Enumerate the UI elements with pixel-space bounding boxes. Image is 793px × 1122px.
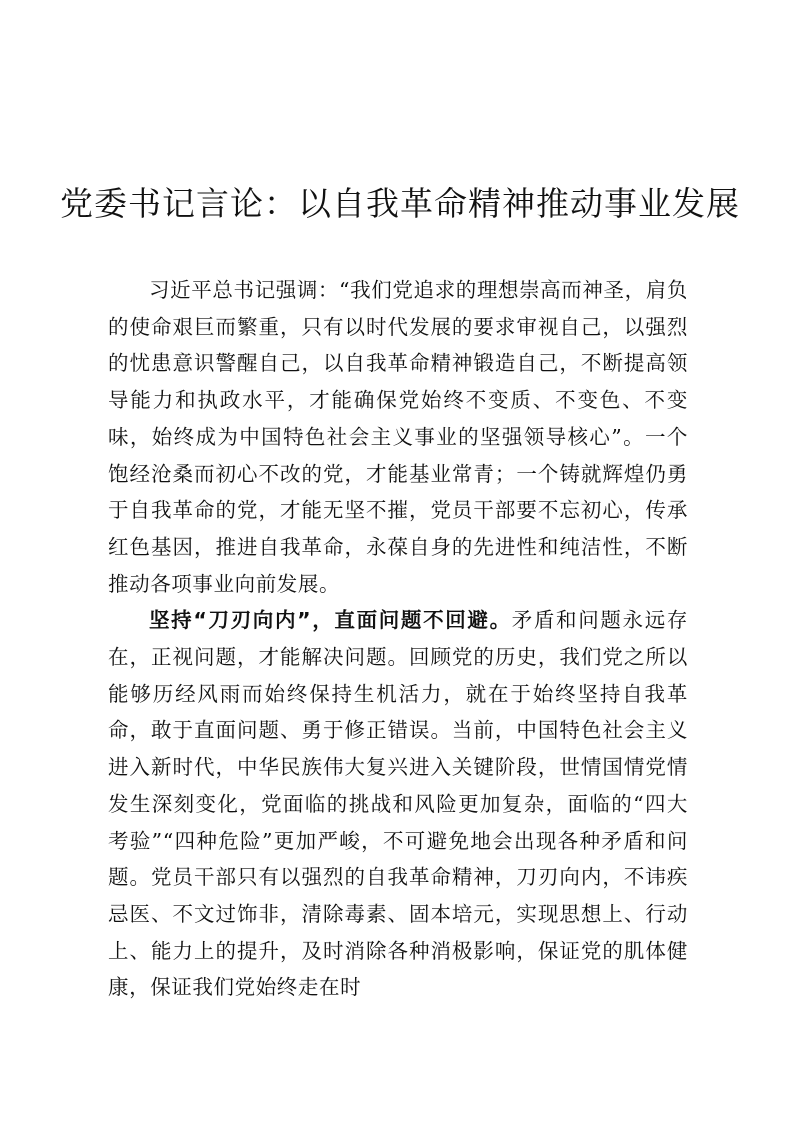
paragraph-intro: [108, 272, 688, 602]
document-body: [108, 272, 688, 1006]
section-1-text: 矛盾和问题永远存在，正视问题，才能解决问题。回顾党的历史，我们党之所以能够历经风雨而始终保持生机活力，就在于始终坚持自我革命，敢于直面问题、勇于修正错误。当前，中国特色社会主义进入新时代，中华民族伟大复兴进入关键阶段，世情国情党情发生深刻变化，党面临的挑战和风险更加复杂，面临的“四大考验”“四种危险”更加严峻，不可避免地会出现各种矛盾和问题。党员干部只有以强烈的自我革命精神，刀刃向内，不讳疾忌医、不文过饰非，清除毒素、固本培元，实现思想上、行动上、能力上的提升，及时消除各种消极影响，保证党的肌体健康，保证我们党始终走在时: [108, 608, 688, 1000]
paragraph-section-1: [108, 602, 688, 1006]
paragraph-intro-text: 习近平总书记强调：“我们党追求的理想崇高而神圣，肩负的使命艰巨而繁重，只有以时代发展的要求审视自己，以强烈的忧患意识警醒自己，以自我革命精神锻造自己，不断提高领导能力和执政水平，才能确保党始终不变质、不变色、不变味，始终成为中国特色社会主义事业的坚强领导核心”。一个饱经沧桑而初心不改的党，才能基业常青；一个铸就辉煌仍勇于自我革命的党，才能无坚不摧，党员干部要不忘初心，传承红色基因，推进自我革命，永葆自身的先进性和纯洁性，不断推动各项事业向前发展。: [108, 278, 688, 596]
document-title: 党委书记言论：以自我革命精神推动事业发展: [60, 184, 740, 223]
section-1-heading: 坚持“刀刃向内”，直面问题不回避。: [149, 608, 512, 633]
